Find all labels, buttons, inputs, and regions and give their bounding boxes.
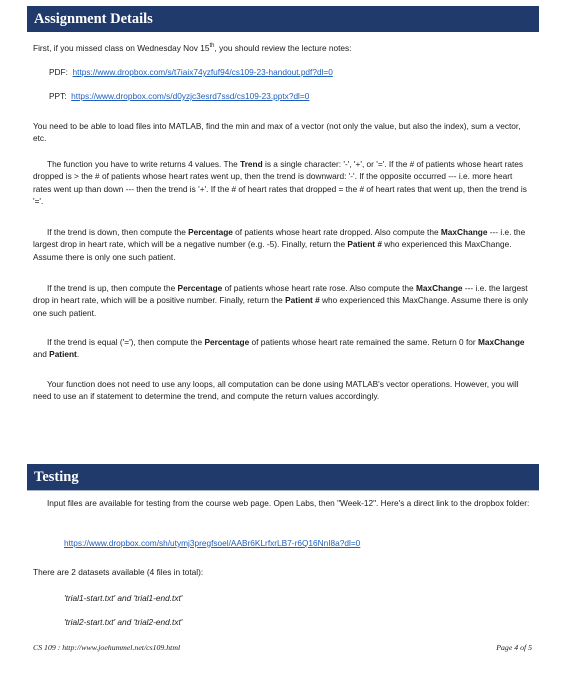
down-text-3: --- i.e. the largest drop in heart rate, which will be a negative number (e.g. -5). Finally, return the xyxy=(33,227,526,250)
footer-course-url: CS 109 : http://www.joehummel.net/cs109.html xyxy=(33,643,181,652)
trend-up-paragraph xyxy=(33,282,533,319)
down-text-4: who experienced this MaxChange. Assume there is only one such patient. xyxy=(33,239,512,262)
eq-text-3: and xyxy=(33,349,50,360)
up-percentage-term: Percentage xyxy=(177,283,223,293)
pdf-link-line xyxy=(49,66,529,78)
trend-down-paragraph xyxy=(33,226,533,263)
trend-equal-paragraph xyxy=(33,336,533,361)
down-patient-term: Patient # xyxy=(347,239,382,250)
dropbox-folder-line xyxy=(64,537,534,549)
up-text-1: If the trend is up, then compute the xyxy=(47,283,178,293)
assignment-details-header: Assignment Details xyxy=(27,6,539,32)
ppt-link-line xyxy=(49,90,529,102)
up-text-3: --- i.e. the largest drop in heart rate, which will be a positive number. Finally, return the xyxy=(33,283,528,306)
testing-divider xyxy=(27,490,539,491)
trial2-files: 'trial2-start.txt' and 'trial2-end.txt' xyxy=(64,617,183,627)
eq-text-4: . xyxy=(76,349,80,360)
up-maxchange-term: MaxChange xyxy=(415,283,463,293)
intro-text: First, if you missed class on Wednesday Nov 15 xyxy=(33,42,210,53)
ppt-link[interactable]: https://www.dropbox.com/s/d0yzjc3esrd7ssd/cs109-23.pptx?dl=0 xyxy=(71,91,310,101)
up-text-4: who experienced this MaxChange. Assume there is only one such patient. xyxy=(33,295,529,318)
up-patient-term: Patient # xyxy=(285,295,320,306)
pdf-label: PDF: xyxy=(49,67,68,77)
down-percentage-term: Percentage xyxy=(188,227,233,237)
trial1-files: 'trial1-start.txt' and 'trial1-end.txt' xyxy=(64,593,183,603)
datasets-paragraph: There are 2 datasets available (4 files in total): xyxy=(33,567,204,577)
intro-paragraph xyxy=(33,40,533,54)
eq-text-1: If the trend is equal ('='), then compute the xyxy=(47,337,205,347)
trend-text-1: The function you have to write returns 4 values. The xyxy=(47,159,241,169)
footer-page-number: Page 4 of 5 xyxy=(496,643,532,652)
dropbox-folder-link[interactable]: https://www.dropbox.com/sh/utymj3pregfsoel/AABr6KLrfxrLB7-r6Q16NnI8a?dl=0 xyxy=(64,538,361,548)
down-text-2: of patients whose heart rate dropped. Also compute the xyxy=(232,227,441,237)
pdf-link[interactable]: https://www.dropbox.com/s/t7iaix74yzfuf94/cs109-23-handout.pdf?dl=0 xyxy=(72,67,333,77)
intro-superscript: th xyxy=(209,43,215,49)
eq-percentage-term: Percentage xyxy=(204,337,250,347)
eq-patient-term: Patient xyxy=(49,349,77,360)
down-maxchange-term: MaxChange xyxy=(440,227,488,237)
trend-paragraph xyxy=(33,158,533,207)
ppt-label: PPT: xyxy=(49,91,67,101)
intro-text-end: , you should review the lecture notes: xyxy=(214,42,352,53)
eq-maxchange-term: MaxChange xyxy=(477,337,525,347)
trend-term: Trend xyxy=(240,159,263,169)
up-text-2: of patients whose heart rate rose. Also compute the xyxy=(222,283,416,293)
input-files-paragraph: Input files are available for testing from the course web page. Open Labs, then "Week-12". Here's a direct link to the dropbox folder: xyxy=(47,498,530,508)
trend-text-2: is a single character: '-', '+', or '='. If the # of patients whose heart rates dropped is > the # of patients whose heart rates went up, then the trend is downward: '-'. If the opposite occurred --- i.e. more heart rates went up than down --- then the trend is '+'. If the # of heart rates that dropped = the # of heart rates that went up, then the trend is '='. xyxy=(33,159,527,206)
load-files-paragraph: You need to be able to load files into MATLAB, find the min and max of a vector (not only the value, but also the index), sum a vector, etc. xyxy=(33,121,521,144)
down-text-1: If the trend is down, then compute the xyxy=(47,227,189,237)
testing-header: Testing xyxy=(27,464,539,490)
eq-text-2: of patients whose heart rate remained the same. Return 0 for xyxy=(249,337,478,347)
loops-paragraph: Your function does not need to use any loops, all computation can be done using MATLAB's vector operations. However, you will need to use an if statement to determine the trend, and compute the return values accordingly. xyxy=(33,379,519,402)
